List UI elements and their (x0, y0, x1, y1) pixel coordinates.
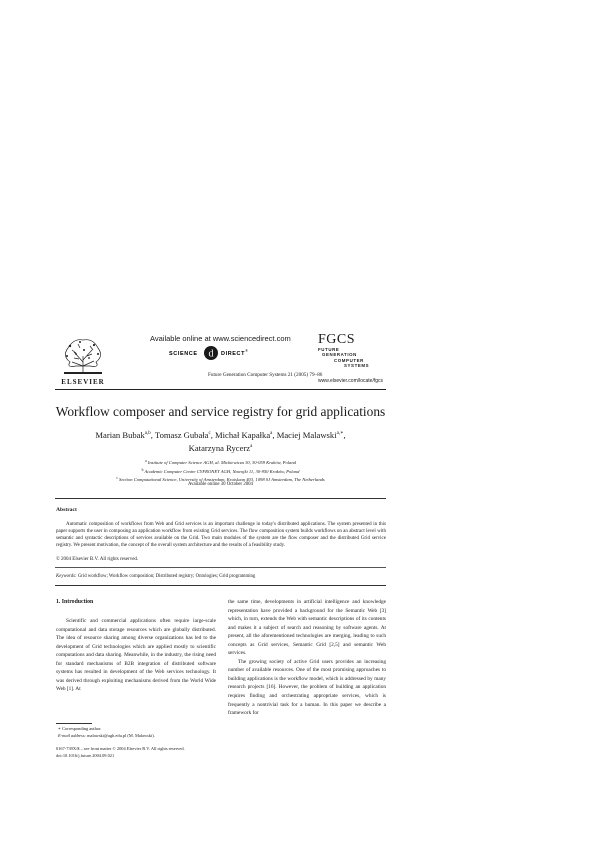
email-address[interactable]: malawski@agh.edu.pl (M. Malawski). (87, 733, 155, 738)
body-paragraph: the same time, developments in artificial intelligence and knowledge representation have provided a background for the Semantic Web [3] which, in turn, extends the Web with semantic descriptions of its contents and makes it a subject of search and reasoning by software agents. At present, all the aforementioned technologies are merging, leading to such concepts as Grid services, Semantic Grid [2,5] and semantic Web services. (228, 599, 386, 657)
available-online-date: Available online 30 October 2004 (188, 482, 253, 487)
affiliation-mark: b (141, 467, 144, 472)
author-name: Marian Bubak (95, 430, 145, 440)
author-affil-mark[interactable]: a,∗ (336, 431, 344, 436)
affiliation-text: Institute of Computer Science AGH, al. Mickiewicza 30, 30-059 Kraków, Poland (147, 460, 296, 465)
author-list (55, 428, 386, 454)
email-label: E-mail address: (58, 733, 87, 738)
issn-doi (56, 746, 185, 759)
author-name: Katarzyna Rycerz (188, 443, 251, 453)
footnote-divider (56, 723, 92, 724)
affiliation-item (55, 467, 386, 476)
svg-text:®: ® (245, 348, 249, 353)
body-top-divider (55, 585, 386, 586)
sciencedirect-logo (169, 345, 281, 361)
affiliation-text: Academic Computer Centre CYFRONET AGH, Nawojki 11, 30-950 Kraków, Poland (144, 468, 300, 474)
sciencedirect-logo-text-right: DIRECT (221, 351, 246, 357)
keywords-label: Keywords: (56, 574, 77, 579)
body-paragraph: The growing society of active Grid users provides an increasing number of available resources. One of the most promising approaches to building applications is the workflow model, which is addressed by many research projects [16]. However, the problem of building an application requires finding and orchestrating appropriate services, which is frequently a nontrivial task for a human. In this paper we describe a framework for (228, 658, 386, 717)
corresponding-author-footnote (58, 725, 155, 739)
copyright-notice: © 2004 Elsevier B.V. All rights reserved. (56, 557, 139, 562)
affiliation-mark: a (145, 459, 147, 463)
doi-line[interactable]: doi:10.1016/j.future.2004.09.021 (56, 752, 115, 758)
author-affil-mark[interactable]: a,b (144, 431, 151, 436)
issn-line: 0167-739X/$ – see front matter © 2004 Elsevier B.V. All rights reserved. (56, 746, 185, 751)
available-online-url[interactable]: Available online at www.sciencedirect.com (150, 334, 291, 343)
paper-title: Workflow composer and service registry for grid applications (55, 404, 386, 419)
abstract-text: Automatic composition of workflows from Web and Grid services is an important challenge in today's distributed applications. The system presented in this paper supports the user in composing an application workflow from existing Grid services. The flow composition system builds workflows on an abstract level with semantic and syntactic descriptions of services available on the Grid. Two main modules of the system are the flow composer and the distributed Grid service registry. We present motivation, the concept of the overall system architecture and the results of a feasibility study. (56, 522, 386, 548)
journal-url[interactable]: www.elsevier.com/locate/fgcs (318, 378, 384, 384)
section-heading: 1. Introduction (56, 599, 94, 605)
sciencedirect-logo-text-left: SCIENCE (169, 351, 198, 357)
author-affil-mark[interactable]: c (208, 431, 211, 436)
author-affil-mark[interactable]: a (270, 431, 273, 436)
affiliation-mark: c (116, 476, 118, 481)
body-column-right (228, 598, 386, 718)
fgcs-sub-line: SYSTEMS (344, 363, 370, 369)
author-name: Maciej Malawski (276, 430, 337, 440)
fgcs-sub-line: GENERATION (322, 352, 357, 358)
author-name: Michał Kapałka (215, 430, 271, 440)
footnote-email-line (58, 732, 155, 739)
body-column-left (56, 617, 216, 694)
abstract-top-divider (55, 498, 386, 499)
keywords-text: Grid workflow; Workflow composition; Distributed registry; Ontologies; Grid programming (77, 574, 256, 579)
svg-text:d: d (208, 348, 214, 360)
keywords-divider (55, 567, 386, 568)
header-divider (55, 389, 386, 390)
fgcs-sub-line: COMPUTER (334, 357, 364, 363)
fgcs-sub-line: FUTURE (318, 347, 340, 352)
journal-citation: Future Generation Computer Systems 21 (2005) 79–86 (208, 372, 323, 378)
footnote-line: ∗ Corresponding author. (58, 726, 102, 731)
body-paragraph: Scientific and commercial applications often require large-scale computational and data storage resources which are globally distributed. The idea of resource sharing among diverse organizations has led to the development of Grid technologies which are applied mostly to scientific computations and data sharing. Meanwhile, in the industry, the rising need for standard mechanisms of B2B integration of distributed software systems has resulted in development of the Web services technology. It was derived through exploiting mechanisms derived from the World Wide Web [1]. At (56, 618, 216, 693)
author-line-2 (55, 441, 386, 454)
fgcs-logo (318, 333, 376, 369)
author-affil-mark[interactable]: a (250, 444, 253, 449)
affiliation-text: Section Computational Science, University of Amsterdam, Kruislaan 403, 1098 SJ Amsterdam, The Netherlands (119, 477, 325, 483)
author-line-1: Marian Bubak$^{a,b}$, Tomasz Gubała$^c$, Michał Kapałka$^a$, Maciej Malawski$^{a,∗}$, (95, 430, 346, 440)
keywords (56, 574, 255, 579)
fgcs-title: FGCS (318, 332, 356, 347)
affiliation-list (55, 458, 386, 484)
author-name: Tomasz Gubała (154, 430, 209, 440)
abstract-heading: Abstract (56, 507, 77, 513)
affiliation-item (55, 458, 386, 467)
publisher-name: ELSEVIER (61, 378, 105, 386)
